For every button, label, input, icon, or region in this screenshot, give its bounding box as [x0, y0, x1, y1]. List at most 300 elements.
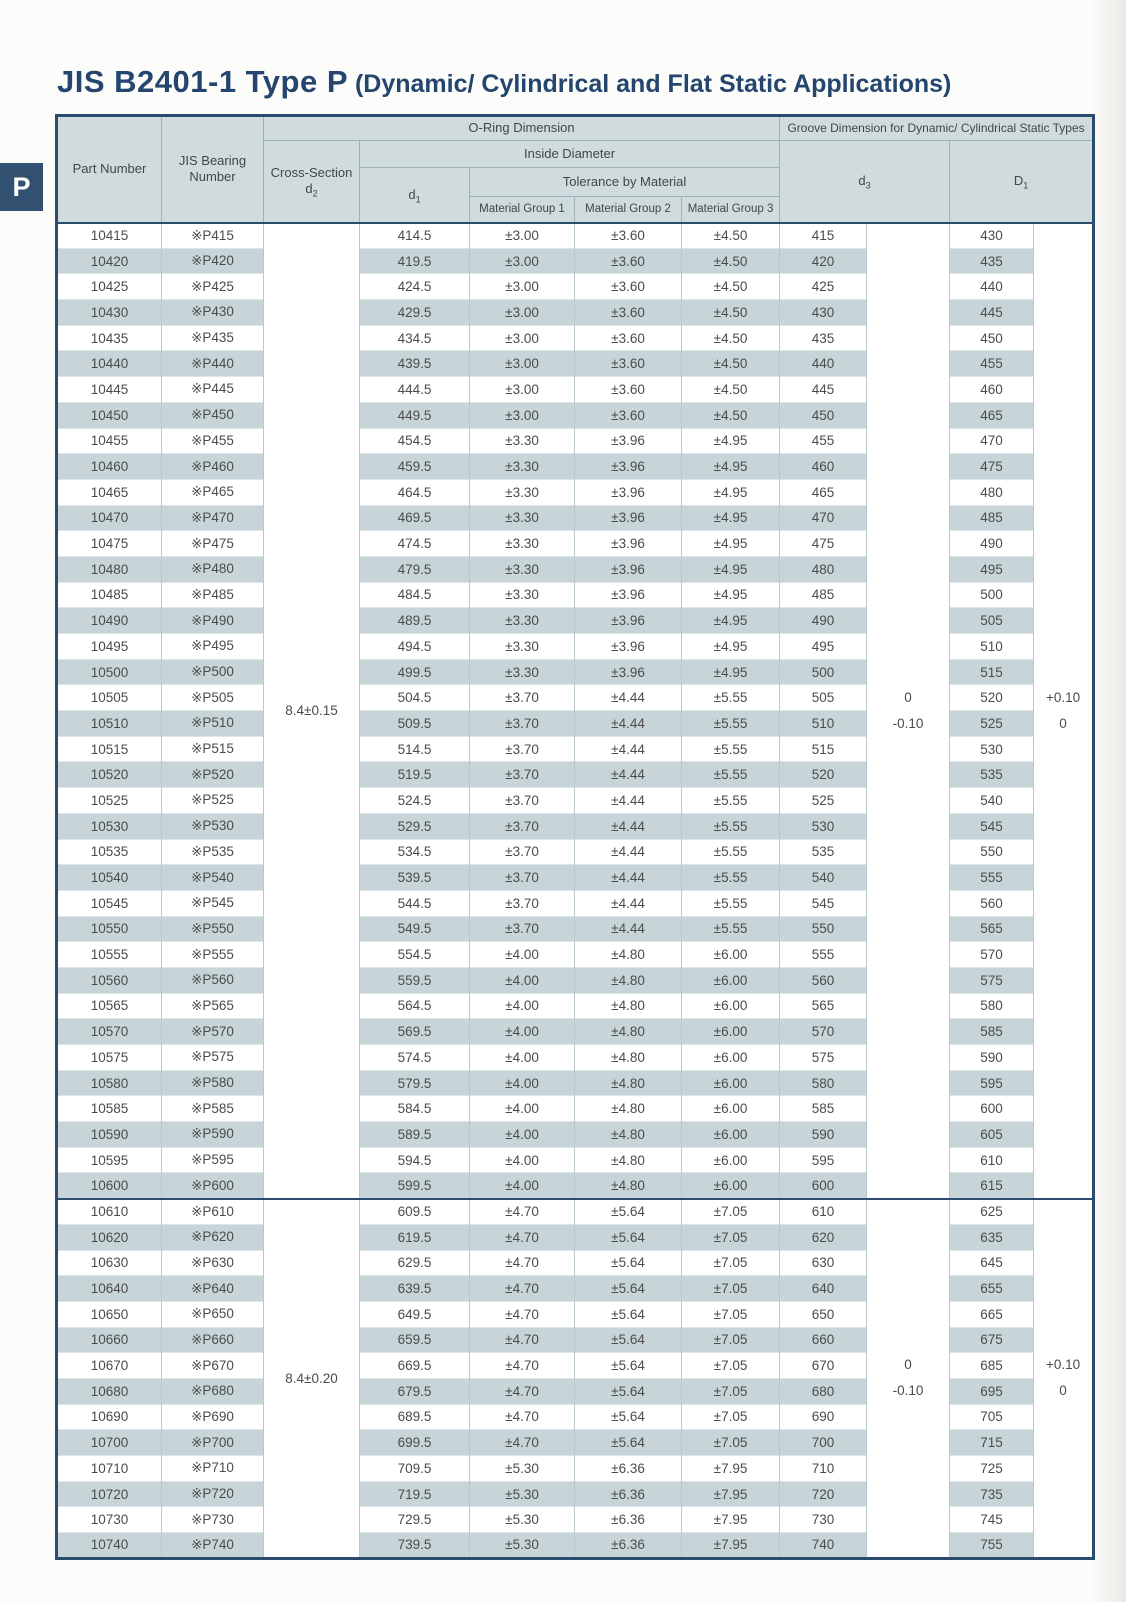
D1-cell: 505: [950, 608, 1034, 634]
material-group-2-tolerance-cell: ±3.60: [575, 300, 682, 326]
material-group-3-tolerance-cell: ±6.00: [682, 1173, 780, 1199]
part-number-cell: 10570: [57, 1019, 162, 1045]
material-group-2-tolerance-cell: ±6.36: [575, 1456, 682, 1482]
material-group-1-tolerance-cell: ±3.00: [470, 274, 575, 300]
part-number-cell: 10710: [57, 1456, 162, 1482]
material-group-1-tolerance-cell: ±3.00: [470, 248, 575, 274]
material-group-3-tolerance-cell: ±7.05: [682, 1327, 780, 1353]
material-group-3-tolerance-cell: ±7.05: [682, 1199, 780, 1225]
d1-cell: 459.5: [360, 454, 470, 480]
d1-cell: 434.5: [360, 325, 470, 351]
material-group-1-tolerance-cell: ±4.00: [470, 1122, 575, 1148]
material-group-3-tolerance-cell: ±4.95: [682, 479, 780, 505]
jis-bearing-number-cell: ※P610: [162, 1199, 264, 1225]
col-header-material-group-1: Material Group 1: [470, 197, 575, 223]
d3-cell: 590: [780, 1122, 867, 1148]
d3-cell: 580: [780, 1070, 867, 1096]
part-number-cell: 10520: [57, 762, 162, 788]
material-group-2-tolerance-cell: ±3.60: [575, 351, 682, 377]
part-number-cell: 10440: [57, 351, 162, 377]
material-group-2-tolerance-cell: ±4.80: [575, 993, 682, 1019]
jis-bearing-number-cell: ※P425: [162, 274, 264, 300]
material-group-1-tolerance-cell: ±3.70: [470, 788, 575, 814]
d3-cell: 670: [780, 1353, 867, 1379]
part-number-cell: 10680: [57, 1378, 162, 1404]
material-group-2-tolerance-cell: ±5.64: [575, 1199, 682, 1225]
d1-cell: 739.5: [360, 1533, 470, 1559]
material-group-1-tolerance-cell: ±5.30: [470, 1481, 575, 1507]
material-group-2-tolerance-cell: ±4.80: [575, 1045, 682, 1071]
D1-cell: 480: [950, 479, 1034, 505]
material-group-1-tolerance-cell: ±4.70: [470, 1199, 575, 1225]
part-number-cell: 10480: [57, 556, 162, 582]
material-group-2-tolerance-cell: ±4.44: [575, 736, 682, 762]
jis-bearing-number-cell: ※P450: [162, 402, 264, 428]
part-number-cell: 10555: [57, 942, 162, 968]
material-group-1-tolerance-cell: ±3.70: [470, 762, 575, 788]
d3-tolerance-merged-cell: [867, 223, 950, 1199]
material-group-1-tolerance-cell: ±5.30: [470, 1456, 575, 1482]
part-number-cell: 10430: [57, 300, 162, 326]
D1-cell: 635: [950, 1224, 1034, 1250]
d3-tolerance-merged-cell-line: 0: [904, 689, 912, 705]
part-number-cell: 10650: [57, 1301, 162, 1327]
D1-cell: 540: [950, 788, 1034, 814]
page-edge-shading: [1090, 0, 1126, 1602]
d1-cell: 609.5: [360, 1199, 470, 1225]
d3-cell: 520: [780, 762, 867, 788]
section-tab-p: [0, 163, 43, 211]
material-group-3-tolerance-cell: ±7.05: [682, 1301, 780, 1327]
D1-cell: 430: [950, 223, 1034, 249]
material-group-1-tolerance-cell: ±3.30: [470, 479, 575, 505]
material-group-2-tolerance-cell: ±5.64: [575, 1404, 682, 1430]
col-header-d3: $d_3$: [780, 141, 950, 223]
part-number-cell: 10670: [57, 1353, 162, 1379]
d3-cell: 525: [780, 788, 867, 814]
d1-cell: 554.5: [360, 942, 470, 968]
part-number-cell: 10540: [57, 865, 162, 891]
material-group-2-tolerance-cell: ±5.64: [575, 1378, 682, 1404]
part-number-cell: 10515: [57, 736, 162, 762]
d3-cell: 485: [780, 582, 867, 608]
material-group-3-tolerance-cell: ±4.95: [682, 634, 780, 660]
d1-cell: 504.5: [360, 685, 470, 711]
material-group-3-tolerance-cell: ±4.95: [682, 454, 780, 480]
d1-cell: 659.5: [360, 1327, 470, 1353]
material-group-2-tolerance-cell: ±3.96: [575, 556, 682, 582]
col-header-groove-dimension: Groove Dimension for Dynamic/ Cylindrical Static Types: [780, 116, 1094, 141]
part-number-cell: 10640: [57, 1276, 162, 1302]
D1-cell: 475: [950, 454, 1034, 480]
jis-bearing-number-cell: ※P460: [162, 454, 264, 480]
d1-cell: 699.5: [360, 1430, 470, 1456]
d1-cell: 509.5: [360, 711, 470, 737]
jis-bearing-number-cell: ※P590: [162, 1122, 264, 1148]
d3-cell: 640: [780, 1276, 867, 1302]
material-group-3-tolerance-cell: ±6.00: [682, 1019, 780, 1045]
jis-bearing-number-cell: ※P510: [162, 711, 264, 737]
D1-cell: 495: [950, 556, 1034, 582]
d3-cell: 585: [780, 1096, 867, 1122]
D1-cell: 665: [950, 1301, 1034, 1327]
d3-cell: 565: [780, 993, 867, 1019]
d1-cell: 519.5: [360, 762, 470, 788]
part-number-cell: 10550: [57, 916, 162, 942]
material-group-1-tolerance-cell: ±3.00: [470, 402, 575, 428]
part-number-cell: 10485: [57, 582, 162, 608]
D1-cell: 725: [950, 1456, 1034, 1482]
d3-cell: 530: [780, 813, 867, 839]
material-group-1-tolerance-cell: ±5.30: [470, 1507, 575, 1533]
part-number-cell: 10500: [57, 659, 162, 685]
d3-cell: 680: [780, 1378, 867, 1404]
D1-cell: 600: [950, 1096, 1034, 1122]
material-group-2-tolerance-cell: ±5.64: [575, 1353, 682, 1379]
d3-cell: 730: [780, 1507, 867, 1533]
d3-cell: 630: [780, 1250, 867, 1276]
jis-bearing-number-cell: ※P740: [162, 1533, 264, 1559]
material-group-3-tolerance-cell: ±5.55: [682, 788, 780, 814]
part-number-cell: 10610: [57, 1199, 162, 1225]
material-group-1-tolerance-cell: ±4.70: [470, 1430, 575, 1456]
material-group-2-tolerance-cell: ±4.44: [575, 839, 682, 865]
D1-tolerance-merged-cell-line: 0: [1059, 715, 1067, 731]
part-number-cell: 10460: [57, 454, 162, 480]
D1-cell: 675: [950, 1327, 1034, 1353]
d3-cell: 740: [780, 1533, 867, 1559]
D1-cell: 510: [950, 634, 1034, 660]
d1-cell: 414.5: [360, 223, 470, 249]
part-number-cell: 10720: [57, 1481, 162, 1507]
material-group-3-tolerance-cell: ±4.95: [682, 582, 780, 608]
jis-bearing-number-cell: ※P730: [162, 1507, 264, 1533]
material-group-1-tolerance-cell: ±4.00: [470, 1019, 575, 1045]
part-number-cell: 10560: [57, 967, 162, 993]
material-group-2-tolerance-cell: ±4.80: [575, 1019, 682, 1045]
material-group-2-tolerance-cell: ±4.80: [575, 942, 682, 968]
material-group-2-tolerance-cell: ±3.96: [575, 479, 682, 505]
d3-cell: 700: [780, 1430, 867, 1456]
material-group-1-tolerance-cell: ±4.70: [470, 1276, 575, 1302]
d3-tolerance-merged-cell-line: -0.10: [892, 1383, 924, 1399]
material-group-3-tolerance-cell: ±5.55: [682, 916, 780, 942]
jis-bearing-number-cell: ※P570: [162, 1019, 264, 1045]
d3-cell: 545: [780, 890, 867, 916]
D1-cell: 465: [950, 402, 1034, 428]
jis-bearing-number-cell: ※P545: [162, 890, 264, 916]
D1-tolerance-merged-cell: [1034, 1199, 1094, 1559]
d1-cell: 619.5: [360, 1224, 470, 1250]
jis-bearing-number-cell: ※P670: [162, 1353, 264, 1379]
material-group-1-tolerance-cell: ±3.70: [470, 890, 575, 916]
D1-cell: 565: [950, 916, 1034, 942]
jis-bearing-number-cell: ※P440: [162, 351, 264, 377]
material-group-1-tolerance-cell: ±4.00: [470, 967, 575, 993]
D1-cell: 580: [950, 993, 1034, 1019]
page-title-main: JIS B2401-1 Type P: [57, 64, 349, 99]
D1-cell: 525: [950, 711, 1034, 737]
part-number-cell: 10620: [57, 1224, 162, 1250]
jis-bearing-number-cell: ※P490: [162, 608, 264, 634]
cross-section-merged-cell: 8.4±0.15: [264, 223, 360, 1199]
material-group-1-tolerance-cell: ±4.00: [470, 1147, 575, 1173]
d1-cell: 534.5: [360, 839, 470, 865]
d1-cell: 669.5: [360, 1353, 470, 1379]
jis-bearing-number-cell: ※P455: [162, 428, 264, 454]
material-group-3-tolerance-cell: ±5.55: [682, 736, 780, 762]
jis-bearing-number-cell: ※P515: [162, 736, 264, 762]
material-group-1-tolerance-cell: ±3.70: [470, 865, 575, 891]
part-number-cell: 10630: [57, 1250, 162, 1276]
material-group-3-tolerance-cell: ±5.55: [682, 685, 780, 711]
col-header-oring-dimension: O-Ring Dimension: [264, 116, 780, 141]
d3-cell: 660: [780, 1327, 867, 1353]
D1-cell: 685: [950, 1353, 1034, 1379]
material-group-3-tolerance-cell: ±4.95: [682, 659, 780, 685]
material-group-1-tolerance-cell: ±3.70: [470, 839, 575, 865]
jis-bearing-number-cell: ※P505: [162, 685, 264, 711]
d3-cell: 440: [780, 351, 867, 377]
material-group-1-tolerance-cell: ±4.00: [470, 1173, 575, 1199]
d1-cell: 479.5: [360, 556, 470, 582]
material-group-3-tolerance-cell: ±4.95: [682, 608, 780, 634]
d1-cell: 549.5: [360, 916, 470, 942]
D1-tolerance-merged-cell-line: +0.10: [1045, 1357, 1081, 1373]
D1-cell: 745: [950, 1507, 1034, 1533]
D1-cell: 520: [950, 685, 1034, 711]
d3-cell: 540: [780, 865, 867, 891]
d3-cell: 595: [780, 1147, 867, 1173]
material-group-3-tolerance-cell: ±4.50: [682, 248, 780, 274]
material-group-3-tolerance-cell: ±4.50: [682, 300, 780, 326]
D1-cell: 570: [950, 942, 1034, 968]
material-group-1-tolerance-cell: ±3.30: [470, 608, 575, 634]
material-group-3-tolerance-cell: ±6.00: [682, 967, 780, 993]
D1-cell: 485: [950, 505, 1034, 531]
jis-bearing-number-cell: ※P470: [162, 505, 264, 531]
D1-tolerance-merged-cell-line: 0: [1059, 1383, 1067, 1399]
part-number-cell: 10435: [57, 325, 162, 351]
material-group-2-tolerance-cell: ±3.96: [575, 634, 682, 660]
d1-cell: 529.5: [360, 813, 470, 839]
jis-bearing-number-cell: ※P480: [162, 556, 264, 582]
D1-cell: 705: [950, 1404, 1034, 1430]
d1-cell: 719.5: [360, 1481, 470, 1507]
jis-bearing-number-cell: ※P415: [162, 223, 264, 249]
material-group-3-tolerance-cell: ±6.00: [682, 1070, 780, 1096]
jis-bearing-number-cell: ※P690: [162, 1404, 264, 1430]
D1-cell: 585: [950, 1019, 1034, 1045]
cross-section-merged-cell: 8.4±0.20: [264, 1199, 360, 1559]
material-group-2-tolerance-cell: ±3.96: [575, 659, 682, 685]
material-group-1-tolerance-cell: ±3.30: [470, 428, 575, 454]
d1-cell: 539.5: [360, 865, 470, 891]
D1-cell: 615: [950, 1173, 1034, 1199]
D1-cell: 590: [950, 1045, 1034, 1071]
d3-cell: 610: [780, 1199, 867, 1225]
jis-bearing-number-cell: ※P630: [162, 1250, 264, 1276]
material-group-1-tolerance-cell: ±4.70: [470, 1353, 575, 1379]
d1-cell: 424.5: [360, 274, 470, 300]
material-group-1-tolerance-cell: ±4.70: [470, 1327, 575, 1353]
part-number-cell: 10595: [57, 1147, 162, 1173]
material-group-2-tolerance-cell: ±4.44: [575, 685, 682, 711]
D1-cell: 605: [950, 1122, 1034, 1148]
D1-cell: 530: [950, 736, 1034, 762]
material-group-3-tolerance-cell: ±5.55: [682, 839, 780, 865]
material-group-1-tolerance-cell: ±3.00: [470, 300, 575, 326]
d3-cell: 455: [780, 428, 867, 454]
material-group-3-tolerance-cell: ±6.00: [682, 942, 780, 968]
d1-cell: 649.5: [360, 1301, 470, 1327]
material-group-3-tolerance-cell: ±5.55: [682, 711, 780, 737]
jis-bearing-number-cell: ※P600: [162, 1173, 264, 1199]
part-number-cell: 10565: [57, 993, 162, 1019]
d1-cell: 544.5: [360, 890, 470, 916]
material-group-3-tolerance-cell: ±7.05: [682, 1404, 780, 1430]
material-group-3-tolerance-cell: ±7.05: [682, 1224, 780, 1250]
material-group-2-tolerance-cell: ±5.64: [575, 1327, 682, 1353]
material-group-2-tolerance-cell: ±4.44: [575, 711, 682, 737]
d3-cell: 620: [780, 1224, 867, 1250]
d1-cell: 639.5: [360, 1276, 470, 1302]
jis-bearing-number-cell: ※P595: [162, 1147, 264, 1173]
jis-bearing-number-cell: ※P485: [162, 582, 264, 608]
col-header-D1: $D_1$: [950, 141, 1094, 223]
material-group-3-tolerance-cell: ±7.05: [682, 1378, 780, 1404]
d1-cell: 579.5: [360, 1070, 470, 1096]
d3-cell: 445: [780, 377, 867, 403]
material-group-2-tolerance-cell: ±4.80: [575, 1173, 682, 1199]
part-number-cell: 10690: [57, 1404, 162, 1430]
D1-cell: 645: [950, 1250, 1034, 1276]
jis-bearing-number-cell: ※P575: [162, 1045, 264, 1071]
part-number-cell: 10660: [57, 1327, 162, 1353]
material-group-3-tolerance-cell: ±6.00: [682, 1045, 780, 1071]
material-group-3-tolerance-cell: ±5.55: [682, 813, 780, 839]
material-group-2-tolerance-cell: ±3.60: [575, 377, 682, 403]
material-group-2-tolerance-cell: ±3.96: [575, 505, 682, 531]
D1-cell: 545: [950, 813, 1034, 839]
jis-bearing-number-cell: ※P535: [162, 839, 264, 865]
cross-section-label: Cross-Section: [270, 165, 353, 180]
D1-cell: 755: [950, 1533, 1034, 1559]
d3-cell: 560: [780, 967, 867, 993]
jis-bearing-number-cell: ※P465: [162, 479, 264, 505]
jis-bearing-number-cell: ※P700: [162, 1430, 264, 1456]
jis-bearing-number-cell: ※P530: [162, 813, 264, 839]
material-group-3-tolerance-cell: ±7.05: [682, 1276, 780, 1302]
D1-cell: 735: [950, 1481, 1034, 1507]
part-number-cell: 10495: [57, 634, 162, 660]
material-group-2-tolerance-cell: ±4.44: [575, 813, 682, 839]
part-number-cell: 10530: [57, 813, 162, 839]
d3-cell: 460: [780, 454, 867, 480]
d3-cell: 465: [780, 479, 867, 505]
D1-cell: 535: [950, 762, 1034, 788]
part-number-cell: 10740: [57, 1533, 162, 1559]
part-number-cell: 10510: [57, 711, 162, 737]
D1-cell: 500: [950, 582, 1034, 608]
jis-bearing-number-cell: ※P620: [162, 1224, 264, 1250]
page-title: [57, 63, 951, 100]
material-group-3-tolerance-cell: ±7.05: [682, 1430, 780, 1456]
d3-cell: 420: [780, 248, 867, 274]
jis-bearing-number-cell: ※P650: [162, 1301, 264, 1327]
part-number-cell: 10730: [57, 1507, 162, 1533]
material-group-1-tolerance-cell: ±4.70: [470, 1301, 575, 1327]
material-group-3-tolerance-cell: ±5.55: [682, 890, 780, 916]
col-header-part-number: Part Number: [57, 116, 162, 223]
material-group-3-tolerance-cell: ±4.95: [682, 531, 780, 557]
material-group-1-tolerance-cell: ±3.30: [470, 556, 575, 582]
jis-bearing-number-cell: ※P500: [162, 659, 264, 685]
material-group-2-tolerance-cell: ±5.64: [575, 1430, 682, 1456]
material-group-1-tolerance-cell: ±3.00: [470, 223, 575, 249]
D1-cell: 515: [950, 659, 1034, 685]
part-number-cell: 10525: [57, 788, 162, 814]
material-group-1-tolerance-cell: ±3.70: [470, 736, 575, 762]
d3-cell: 435: [780, 325, 867, 351]
col-header-material-group-3: Material Group 3: [682, 197, 780, 223]
material-group-3-tolerance-cell: ±6.00: [682, 993, 780, 1019]
part-number-cell: 10420: [57, 248, 162, 274]
jis-bearing-number-cell: ※P720: [162, 1481, 264, 1507]
d3-cell: 570: [780, 1019, 867, 1045]
part-number-cell: 10415: [57, 223, 162, 249]
material-group-2-tolerance-cell: ±3.96: [575, 531, 682, 557]
d1-cell: 689.5: [360, 1404, 470, 1430]
material-group-1-tolerance-cell: ±3.30: [470, 531, 575, 557]
d1-cell: 629.5: [360, 1250, 470, 1276]
part-number-cell: 10445: [57, 377, 162, 403]
part-number-cell: 10450: [57, 402, 162, 428]
material-group-2-tolerance-cell: ±4.44: [575, 762, 682, 788]
material-group-3-tolerance-cell: ±7.95: [682, 1456, 780, 1482]
material-group-2-tolerance-cell: ±3.60: [575, 248, 682, 274]
d1-cell: 449.5: [360, 402, 470, 428]
material-group-2-tolerance-cell: ±6.36: [575, 1533, 682, 1559]
d3-cell: 495: [780, 634, 867, 660]
material-group-1-tolerance-cell: ±3.30: [470, 582, 575, 608]
d1-cell: 569.5: [360, 1019, 470, 1045]
material-group-3-tolerance-cell: ±4.50: [682, 274, 780, 300]
jis-bearing-number-cell: ※P475: [162, 531, 264, 557]
D1-cell: 560: [950, 890, 1034, 916]
material-group-2-tolerance-cell: ±4.44: [575, 788, 682, 814]
d3-cell: 450: [780, 402, 867, 428]
d3-cell: 650: [780, 1301, 867, 1327]
d3-cell: 710: [780, 1456, 867, 1482]
material-group-2-tolerance-cell: ±4.44: [575, 916, 682, 942]
d3-cell: 425: [780, 274, 867, 300]
d1-cell: 494.5: [360, 634, 470, 660]
material-group-2-tolerance-cell: ±5.64: [575, 1276, 682, 1302]
d3-cell: 470: [780, 505, 867, 531]
d3-cell: 415: [780, 223, 867, 249]
col-header-jis-bearing-number: JIS Bearing Number: [162, 116, 264, 223]
d3-tolerance-merged-cell-line: 0: [904, 1357, 912, 1373]
material-group-1-tolerance-cell: ±5.30: [470, 1533, 575, 1559]
material-group-3-tolerance-cell: ±7.05: [682, 1353, 780, 1379]
d1-cell: 599.5: [360, 1173, 470, 1199]
material-group-3-tolerance-cell: ±4.50: [682, 351, 780, 377]
material-group-1-tolerance-cell: ±3.30: [470, 454, 575, 480]
d1-cell: 464.5: [360, 479, 470, 505]
d3-cell: 510: [780, 711, 867, 737]
page-title-sub: (Dynamic/ Cylindrical and Flat Static Applications): [348, 70, 952, 98]
